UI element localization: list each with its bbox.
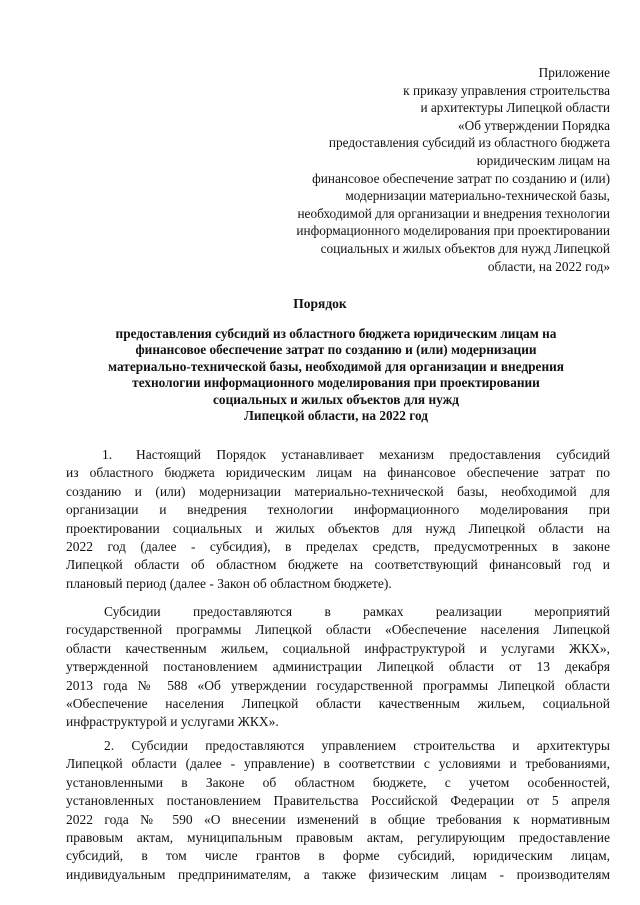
paragraph-line: 2022 год (далее - субсидия), в пределах средств, предусмотренных в законе — [66, 539, 610, 555]
appendix-line: модернизации материально-технической базы, — [345, 188, 610, 204]
appendix-line: «Об утверждении Порядка — [457, 117, 610, 133]
appendix-line: предоставления субсидий из областного бюджета — [328, 135, 610, 151]
paragraph-line: субсидий, в том числе грантов в форме субсидий, юридическим лицам, — [66, 848, 610, 864]
paragraph-line: «Обеспечение населения Липецкой области качественным жильем, социальной — [66, 696, 610, 712]
subtitle-line: финансовое обеспечение затрат по созданию и (или) модернизации — [135, 342, 537, 358]
paragraph-line: индивидуальным предпринимателям, а также физическим лицам - производителям — [66, 866, 610, 882]
paragraph-line: созданию и (или) модернизации материально-технической базы, необходимой для — [66, 483, 610, 499]
document-title: Порядок — [293, 296, 347, 311]
paragraph-line: Субсидии предоставляются в рамках реализации мероприятий — [104, 604, 610, 619]
paragraph-line: области качественным жильем, социальной инфраструктурой и услугами ЖКХ», — [66, 640, 610, 656]
paragraph-line: установленными в Законе об областном бюджете, с учетом особенностей, — [66, 774, 610, 790]
subtitle-line: технологии информационного моделирования при проектировании — [132, 375, 540, 391]
paragraph-line: проектировании социальных и жилых объектов для нужд Липецкой области на — [66, 520, 610, 536]
appendix-line: финансовое обеспечение затрат по созданию и (или) — [312, 170, 610, 186]
paragraph-line: Липецкой области об областном бюджете на соответствующий финансовый год и — [66, 557, 610, 573]
paragraph-line: государственной программы Липецкой области «Обеспечение населения Липецкой — [66, 622, 610, 638]
subtitle-line: материально-технической базы, необходимой для организации и внедрения — [108, 358, 564, 374]
appendix-line: области, на 2022 год» — [487, 258, 610, 274]
paragraph-line: 2022 года № 590 «О внесении изменений в общие требования к нормативным — [66, 811, 610, 827]
paragraph-line: 2013 года № 588 «Об утверждении государственной программы Липецкой области — [66, 677, 610, 693]
paragraph-line: организации и внедрения технологии информационного моделирования при — [66, 502, 610, 518]
paragraph-line — [66, 446, 610, 464]
paragraph-number: 1. — [102, 447, 113, 462]
paragraph-line: правовым актам, муниципальным правовым актам, регулирующим предоставление — [66, 830, 610, 846]
paragraph-line: 2. Субсидии предоставляются управлением строительства и архитектуры — [104, 738, 610, 753]
appendix-line: Приложение — [538, 65, 610, 80]
subtitle-line: предоставления субсидий из областного бюджета юридическим лицам на — [115, 326, 557, 341]
appendix-line: необходимой для организации и внедрения технологии — [297, 205, 610, 221]
paragraph-line: инфраструктурой и услугами ЖКХ». — [66, 714, 279, 730]
subtitle-line: Липецкой области, на 2022 год — [244, 408, 428, 424]
subtitle-line: социальных и жилых объектов для нужд — [213, 391, 459, 407]
paragraph-line: из областного бюджета юридическим лицам на финансовое обеспечение затрат по — [66, 465, 610, 481]
paragraph-line-text: Настоящий Порядок устанавливает механизм предоставления субсидий — [136, 447, 610, 462]
paragraph-line: Липецкой области (далее - управление) в соответствии с условиями и требованиями, — [66, 756, 610, 772]
paragraph-line: утвержденной постановлением администрации Липецкой области от 13 декабря — [66, 659, 610, 675]
appendix-line: социальных и жилых объектов для нужд Липецкой — [320, 240, 610, 256]
appendix-line: информационного моделирования при проектировании — [296, 223, 610, 239]
appendix-header — [240, 64, 610, 275]
appendix-line: и архитектуры Липецкой области — [420, 100, 610, 116]
paragraph-line: плановый период (далее - Закон об областном бюджете). — [66, 575, 392, 591]
paragraph-2 — [66, 603, 610, 732]
paragraph-line: установленных постановлением Правительства Российской Федерации от 5 апреля — [66, 793, 610, 809]
paragraph-1 — [66, 446, 610, 593]
appendix-line: юридическим лицам на — [476, 152, 610, 168]
paragraph-3 — [66, 737, 610, 884]
document-subtitle — [62, 326, 610, 424]
appendix-line: к приказу управления строительства — [403, 82, 610, 98]
